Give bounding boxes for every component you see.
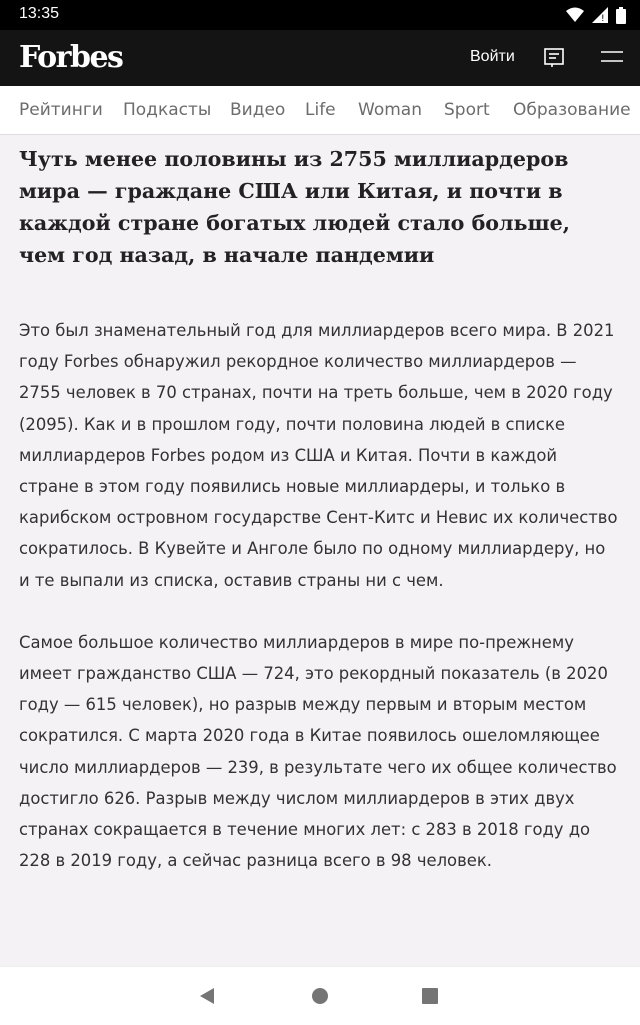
wifi-icon bbox=[566, 7, 584, 23]
home-icon[interactable] bbox=[311, 987, 329, 1005]
status-time: 13:35 bbox=[19, 5, 60, 22]
tab-video[interactable]: Видео bbox=[230, 100, 286, 120]
app-header bbox=[0, 30, 640, 86]
battery-icon bbox=[616, 7, 626, 24]
signal-icon bbox=[592, 7, 608, 23]
tab-ratings[interactable]: Рейтинги bbox=[19, 100, 103, 120]
category-tabs bbox=[0, 86, 640, 135]
article-content[interactable] bbox=[19, 134, 619, 966]
article-paragraph: Самое большое количество миллиардеров в мире по-прежнему имеет гражданство США — 724, это рекордный показатель (в 2020 году — 615 человек), но разрыв между первым и вторым местом сократился. С марта 2020 года в Китае появилось ошеломляющее число миллиардеров — 239, в результате чего их общее количество достигло 626. Разрыв между числом миллиардеров в этих двух странах сокращается в течение многих лет: с 283 в 2018 году до 228 в 2019 году, а сейчас разница всего в 98 человек. bbox=[19, 632, 617, 871]
recents-icon[interactable] bbox=[421, 987, 439, 1005]
article-paragraph: Это был знаменательный год для миллиардеров всего мира. В 2021 году Forbes обнаружил рекордное количество миллиардеров — 2755 человек в 70 странах, почти на треть больше, чем в 2020 году (2095). Как и в прошлом году, почти половина людей в списке миллиардеров Forbes родом из США и Китая. Почти в каждой стране в этом году появились новые миллиардеры, и только в карибском островном государстве Сент-Китс и Невис их количество сократилось. В Кувейте и Анголе было по одному миллиардеру, но и те выпали из списка, оставив страны ни с чем. bbox=[19, 321, 618, 590]
tab-sport[interactable]: Sport bbox=[444, 100, 490, 120]
newsfeed-icon[interactable] bbox=[543, 46, 565, 68]
forbes-logo[interactable]: Forbes bbox=[19, 40, 123, 75]
status-bar bbox=[0, 0, 640, 30]
menu-icon[interactable] bbox=[601, 48, 623, 66]
article-headline: Чуть менее половины из 2755 миллиардеров мира — граждане США или Китая, и почти в каждой стране богатых людей стало больше, чем год назад, в начале пандемии bbox=[19, 147, 570, 267]
status-icons bbox=[566, 6, 626, 24]
tab-life[interactable]: Life bbox=[305, 100, 336, 120]
system-navigation-bar bbox=[0, 966, 640, 1025]
svg-text:!: ! bbox=[601, 14, 605, 23]
login-button[interactable]: Войти bbox=[470, 48, 515, 65]
tab-education[interactable]: Образование bbox=[513, 100, 631, 120]
tab-podcasts[interactable]: Подкасты bbox=[123, 100, 212, 120]
back-icon[interactable] bbox=[198, 987, 216, 1005]
tab-woman[interactable]: Woman bbox=[358, 100, 422, 120]
